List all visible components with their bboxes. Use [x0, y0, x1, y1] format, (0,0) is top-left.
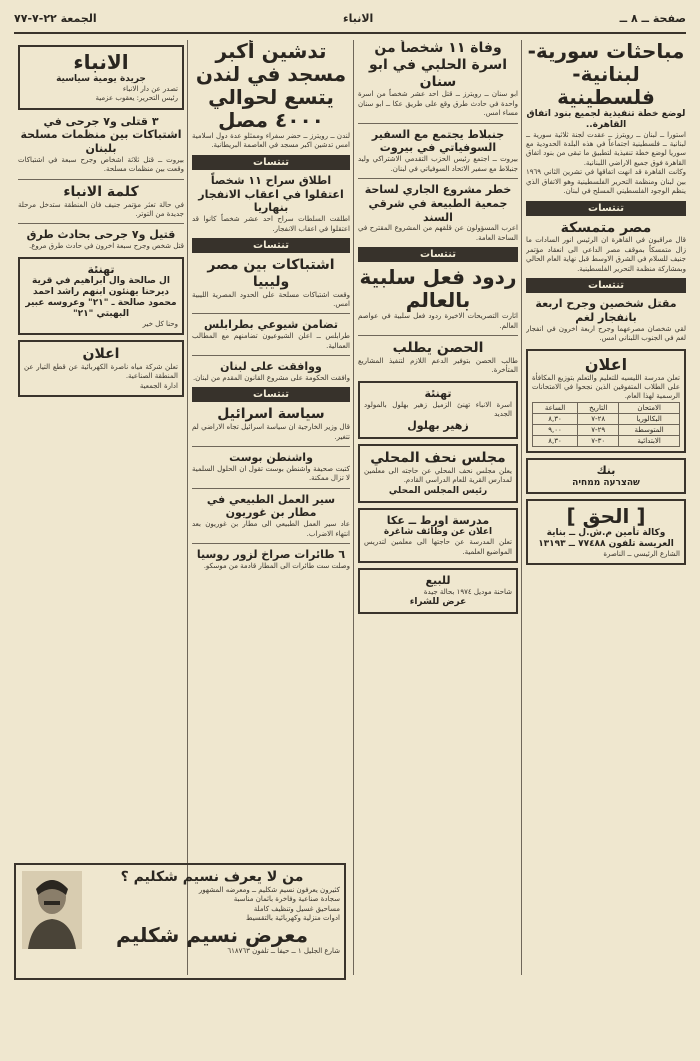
column-a [526, 40, 686, 975]
sale-body: شاحنة موديل ١٩٧٤ بحالة جيدة [423, 587, 512, 596]
article-body: قال وزير الخارجية ان سياسة اسرائيل تجاه الاراضي لم تتغير. [192, 423, 350, 441]
ad-item: سجادة صناعية وفاخرة باثمان مناسبة [233, 895, 340, 904]
article-title: واشنطن بوست [229, 450, 313, 464]
haq-body: وكالة تأمين م.ش.ل ــ بناية العريسة تلفون ٧٧٤٨٨ ــ ١٣١٩٣ [538, 528, 674, 550]
congrats-body: اسرة الانباء تهنئ الزميل زهير بهلول بالمولود الجديد [364, 400, 512, 418]
school-subtitle: اعلان عن وظائف شاغرة [383, 527, 493, 538]
lead-subheadline: لوضع خطة تنفيذية لجميع بنود اتفاق القاهرة.. [526, 109, 686, 130]
lead-headline: مباحثات سورية-لبنانية-فلسطينية [527, 40, 685, 109]
article-body: قال مراقبون في القاهرة ان الرئيس انور السادات ما زال متمسكاً بموقف مصر الداعي الى انعقاد مؤتمر جنيف للسلام في الشرق الاوسط قبل نهاية العام الحالي وبمشاركة منظمة التحرير الفلسطينية. [526, 236, 686, 273]
bank-hebrew-name: שהצרעה ממחיה [572, 477, 640, 488]
wedding-congrats-box [18, 257, 184, 335]
electric-ad [18, 340, 184, 397]
haq-small: الشارع الرئيسي ــ الناصرة [603, 550, 680, 559]
article-body: وافقت الحكومة على مشروع القانون المقدم من لبنان. [192, 373, 350, 382]
article-body: عاد سير العمل الطبيعي الى مطار بن غوريون بعد انتهاء الاضراب. [192, 520, 350, 538]
article-body: وقعت اشتباكات مسلحة على الحدود المصرية الليبية امس. [192, 290, 350, 309]
article-body: طرابلس ــ اعلن الشيوعيون تضامنهم مع المطالب العمالية. [192, 332, 350, 350]
article-title: قتيل و٧ جرحى بحادث طرق [26, 228, 176, 242]
ad-title: اعلان [584, 354, 628, 374]
editorial-body: في حالة تعثر مؤتمر جنيف فان المنطقة ستدخل مرحلة جديدة من التوتر. [18, 200, 184, 219]
article-title: اشتباكات بين مصر وليبيا [207, 257, 335, 290]
masthead-editor: رئيس التحرير: يعقوب عزمية [95, 94, 178, 103]
congrats-box [358, 381, 518, 439]
section-band: تنتسات [192, 238, 350, 253]
issue-date: الجمعة ٢٢-٧-٧٧ [14, 11, 97, 25]
table-cell: ٩,٠٠ [533, 424, 578, 435]
congrats-sign: وحنا كل خير [142, 319, 178, 328]
shop-ad [14, 863, 346, 980]
table-header: التاريخ [578, 402, 619, 413]
column-d [18, 40, 184, 760]
section-band: تنتسات [526, 278, 686, 293]
table-cell: الابتدائية [619, 435, 680, 446]
table-header: الساعة [533, 402, 578, 413]
ad-item: مساحيق غسيل وتنظيف كاملة [253, 904, 340, 913]
article-body: اثارت التصريحات الاخيرة ردود فعل سلبية في عواصم العالم. [358, 312, 518, 330]
section-band: تنتسات [526, 201, 686, 216]
article-title: سير العمل الطبيعي في مطار بن غوريون [206, 492, 336, 520]
table-header: الامتحان [619, 402, 680, 413]
table-cell: ٨,٣٠ [533, 413, 578, 424]
article-title: ٦ طائرات صراخ لزور روسيا [196, 547, 346, 561]
ad-title: اعلان [82, 346, 120, 363]
article-title: تدشين أكبر مسجد في لندن يتسع لحوالي ٤٠٠٠ مصل [195, 40, 347, 132]
masthead-box [18, 45, 184, 110]
exam-table-head [533, 402, 680, 413]
article-body: لقي شخصان مصرعهما وجرح اربعة اخرون في انفجار لغم في الجنوب اللبناني امس. [526, 324, 686, 343]
ad-body: تعلن مدرسة الليسيه للتعليم والتعلم بتوزيع المكافأة على الطلاب المتفوقين الذين نجحوا في الامتحانات الرسمية لهذا العام. [532, 373, 680, 401]
section-band: تنتسات [192, 387, 350, 402]
article-body: وصلت ست طائرات الى المطار قادمة من موسكو. [203, 561, 350, 570]
table-cell: البكالوريا [619, 413, 680, 424]
ad-lead: كثيرون يعرفون نسيم شكليم ــ ومعرضه المشهور [198, 885, 340, 894]
masthead-logo: الانباء [73, 50, 129, 74]
article-body: بيروت ــ اجتمع رئيس الحزب التقدمي الاشتراكي وليد جنبلاط مع سفير الاتحاد السوفياتي في لبنان. [358, 155, 518, 173]
article-body: ابو سنان ــ رويترز ــ قتل احد عشر شخصاً من اسرة واحدة في حادث طرق وقع على طريق عكا ــ ابو سنان مساء امس. [358, 90, 518, 118]
council-title: مجلس نحف المحلي [370, 450, 506, 467]
section-band: تنتسات [192, 155, 350, 170]
school-title: مدرسة اورط ــ عكا [386, 513, 490, 527]
article-title: ردود فعل سلبية بالعالم [359, 265, 517, 313]
table-cell: ٨,٣٠ [533, 435, 578, 446]
article-title: مصر متمسكة [560, 219, 652, 236]
table-cell: ٣٠-٧ [578, 435, 619, 446]
congrats-title: تهنئة [424, 386, 452, 400]
article-body: قتل شخص وجرح سبعة اخرون في حادث طرق مروع. [29, 242, 184, 251]
article-title: ٣ قتلى و٧ جرحى في اشتباكات بين منظمات مسلحة بلبنان [20, 114, 182, 156]
sale-title: للبيع [425, 574, 451, 588]
lead-body-1: استورا ــ لبنان ــ رويترز ــ عقدت لجنة ثلاثية سورية ــ لبنانية ــ فلسطينية اجتماعاً في هذه البلدة الحدودية مع سوريا لوضع خطة تنفيذية لتطبيق ما تبقى من بنود اتفاق القاهرة فوق جميع الاراضي اللبنانية. [526, 130, 686, 167]
article-title: وفاة ١١ شخصاً من اسرة الحلبي في ابو سنان [368, 40, 508, 90]
sale-ad [358, 568, 518, 614]
ad-body: تعلن شركة مياه ناصرة الكهربائية عن قطع التيار عن المنطقة الصناعية. [24, 362, 178, 381]
exam-table [532, 402, 680, 447]
council-body: يعلن مجلس نحف المحلي عن حاجته الى معلمين لمدارس القرية للعام الدراسي القادم. [364, 466, 512, 485]
school-body: تعلن المدرسة عن حاجتها الى معلمين لتدريس المواضيع العلمية. [364, 538, 512, 556]
column-b [358, 40, 518, 975]
council-sign: رئيس المجلس المحلي [388, 485, 488, 496]
editorial-title: كلمة الانباء [63, 183, 139, 200]
congrats-title: تهنئة [87, 262, 115, 276]
exhibit-name: معرض نسيم شكليم [116, 922, 308, 947]
exhibit-address: شارع الجليل ١ ــ حيفا ــ تلفون ٦١٨٧٦٣ [227, 946, 340, 955]
article-title: مقتل شخصين وجرح اربعة بانفجار لغم [535, 297, 677, 324]
council-ad [358, 444, 518, 502]
masthead-sub2: تصدر عن دار الانباء [122, 84, 178, 93]
article-title: خطر مشروع الجاري لساحة جمعية الطبيعة في شرقي السند [364, 183, 512, 224]
portrait-image [22, 871, 82, 949]
table-cell: ٢٨-٧ [578, 413, 619, 424]
page-header [14, 4, 686, 34]
table-cell: ٢٩-٧ [578, 424, 619, 435]
section-band: تنتسات [358, 247, 518, 262]
ad-sign: ادارة الجمعية [139, 381, 178, 390]
article-title: سياسة اسرائيل [217, 406, 325, 423]
haq-title: [ الحق ] [566, 504, 646, 529]
article-title: تضامن شيوعي بطرابلس [204, 318, 338, 332]
table-row [533, 435, 680, 446]
table-row [533, 424, 680, 435]
ad-question: من لا يعرف نسيم شكليم ؟ [120, 869, 304, 885]
congrats-body: ال صالحة وال ابراهيم في قرية ديرحنا يهنئون ابنهم راشد احمد محمود صالحة ـ "٢١" وعروسه عبير البهبتي "٢١" [25, 276, 177, 319]
article-title: اطلاق سراح ١١ شخصاً اعتقلوا في اعقاب الانفجار بنهاريا [198, 173, 344, 215]
table-row [533, 413, 680, 424]
article-title: جنبلاط يجتمع مع السفير السوفياتي في بيروت [371, 127, 505, 155]
article-body: بيروت ــ قتل ثلاثة اشخاص وجرح سبعة في اشتباكات وقعت بين منظمات مسلحة. [18, 155, 184, 174]
article-body: لندن ــ رويترز ــ حضر سفراء وممثلو عدة دول اسلامية امس تدشين اكبر مسجد في العاصمة البريطانية. [192, 132, 350, 150]
bank-label: بنك [596, 463, 616, 477]
article-title: الحصن يطلب [392, 340, 484, 357]
column-c [192, 40, 350, 760]
article-body: كتبت صحيفة واشنطن بوست تقول ان الحلول السلمية لا تزال ممكنة. [192, 464, 350, 483]
article-title: ووافقت على لبنان [220, 360, 322, 374]
article-body: اطلقت السلطات سراح احد عشر شخصاً كانوا قد اعتقلوا في اعقاب الانفجار. [192, 215, 350, 233]
masthead-sub: جريدة يومية سياسية [56, 74, 146, 84]
visit-title: عرض للشراء [409, 597, 467, 608]
exam-ad-box [526, 349, 686, 453]
newspaper-name: الانباء [342, 11, 374, 25]
lead-body-2: وكانت القاهرة قد انهت اتفاقها في تشرين الثاني ١٩٦٩ بين لبنان ومنظمة التحرير الفلسطينية وهو الاتفاق الذي ينظم الوجود الفلسطيني المسلح في لبنان. [526, 168, 686, 196]
haq-ad [526, 499, 686, 565]
ad-item: ادوات منزلية وكهربائية بالتقسيط [246, 914, 340, 923]
school-ad [358, 508, 518, 563]
congrats-name: زهير بهلول [407, 419, 469, 433]
page-number: صفحة ــ ٨ ــ [619, 11, 686, 25]
article-body: اعرب المسؤولون عن قلقهم من المشروع المقترح في الساحة العامة. [358, 224, 518, 242]
article-body: طالب الحصن بتوفير الدعم اللازم لتنفيذ المشاريع المتأخرة. [358, 356, 518, 375]
table-cell: المتوسطة [619, 424, 680, 435]
bank-ad [526, 458, 686, 495]
